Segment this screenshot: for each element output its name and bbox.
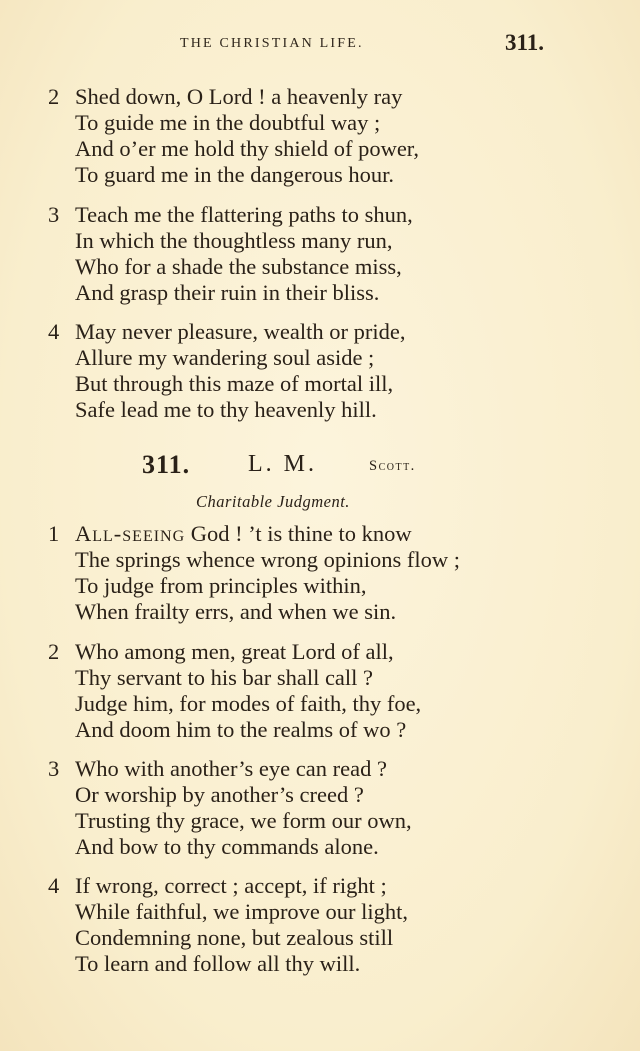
- verse-line-rest: God ! ’t is thine to know: [185, 521, 412, 546]
- verse-line: And grasp their ruin in their bliss.: [75, 280, 380, 305]
- stanza-prev-2: [48, 84, 628, 188]
- stanza-number: 1: [48, 521, 60, 546]
- verse-line: Safe lead me to thy heavenly hill.: [75, 397, 377, 422]
- verse-line: Or worship by another’s creed ?: [75, 782, 364, 807]
- page-number: 311.: [505, 30, 544, 55]
- small-caps-opening: All-seeing: [75, 521, 186, 546]
- verse-line: Thy servant to his bar shall call ?: [75, 665, 374, 690]
- hymn-number: 311.: [142, 450, 191, 479]
- hymn-title: Charitable Judgment.: [196, 492, 350, 511]
- verse-line: While faithful, we improve our light,: [75, 899, 409, 924]
- verse-line: To guard me in the dangerous hour.: [75, 162, 394, 187]
- verse-line: The springs whence wrong opinions flow ;: [75, 547, 460, 572]
- verse-line: May never pleasure, wealth or pride,: [75, 319, 406, 344]
- stanza-number: 4: [48, 319, 60, 344]
- verse-line: To judge from principles within,: [75, 573, 367, 598]
- running-head: THE CHRISTIAN LIFE.: [180, 36, 364, 51]
- verse-line: Trusting thy grace, we form our own,: [75, 808, 412, 833]
- stanza-number: 3: [48, 202, 60, 227]
- stanza-2: [48, 639, 628, 743]
- verse-line: And bow to thy commands alone.: [75, 834, 379, 859]
- stanza-4: [48, 873, 628, 977]
- verse-line: Shed down, O Lord ! a heavenly ray: [75, 84, 403, 109]
- stanza-number: 2: [48, 84, 60, 109]
- hymn-author: Scott.: [369, 458, 416, 474]
- verse-line: Teach me the flattering paths to shun,: [75, 202, 413, 227]
- stanza-number: 4: [48, 873, 60, 898]
- verse-line: When frailty errs, and when we sin.: [75, 599, 397, 624]
- verse-line: Who among men, great Lord of all,: [75, 639, 394, 664]
- stanza-prev-3: [48, 202, 628, 306]
- hymn-meter: L. M.: [248, 451, 317, 477]
- verse-line: Allure my wandering soul aside ;: [75, 345, 375, 370]
- verse-line: To guide me in the doubtful way ;: [75, 110, 381, 135]
- verse-line: If wrong, correct ; accept, if right ;: [75, 873, 387, 898]
- verse-line: Judge him, for modes of faith, thy foe,: [75, 691, 422, 716]
- verse-line: And o’er me hold thy shield of power,: [75, 136, 420, 161]
- verse-line: [48, 521, 628, 547]
- verse-line: In which the thoughtless many run,: [75, 228, 393, 253]
- verse-line: To learn and follow all thy will.: [75, 951, 361, 976]
- stanza-1: [48, 521, 628, 625]
- verse-line: And doom him to the realms of wo ?: [75, 717, 407, 742]
- verse-line: Who for a shade the substance miss,: [75, 254, 402, 279]
- verse-line: Who with another’s eye can read ?: [75, 756, 387, 781]
- verse-line: Condemning none, but zealous still: [75, 925, 394, 950]
- verse-line: But through this maze of mortal ill,: [75, 371, 394, 396]
- stanza-prev-4: [48, 319, 628, 423]
- stanza-number: 2: [48, 639, 60, 664]
- stanza-number: 3: [48, 756, 60, 781]
- stanza-3: [48, 756, 628, 860]
